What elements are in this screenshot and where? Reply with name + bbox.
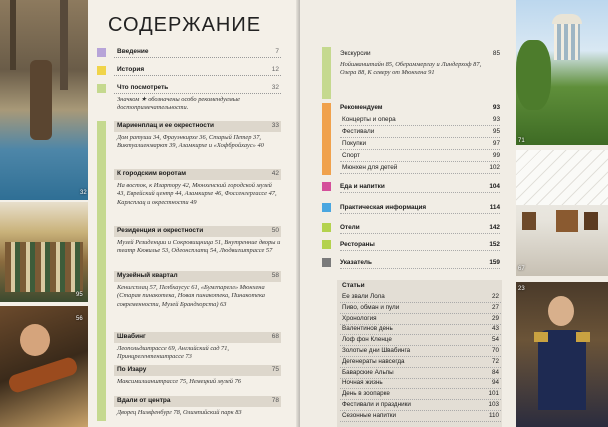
toc-intro[interactable]: Введение 7 xyxy=(97,47,281,59)
article-item[interactable]: Валентинов день 43 xyxy=(340,325,501,335)
photo-number: 71 xyxy=(518,138,525,144)
photo-town-hall xyxy=(0,0,88,200)
toc-recommend-item[interactable]: Фестивали 95 xyxy=(340,128,500,138)
photo-monopteros xyxy=(516,0,608,145)
toc-museum-quarter[interactable]: Музейный квартал 58 Кенигсплац 57, Пелбхаусус 61, «Бумгпарелл» Мюнхена (Старая пинакотека, Новая пинакотека, Пинакотека современности, Музей Брандхорста) 63 xyxy=(97,271,281,323)
article-item[interactable]: День в зоопарке 101 xyxy=(340,390,501,400)
photo-violinist xyxy=(0,306,88,427)
photo-oktoberfest xyxy=(0,202,88,302)
toc-recommend-item[interactable]: Покупки 97 xyxy=(340,140,500,150)
swatch-practical xyxy=(322,203,331,212)
photo-number: 95 xyxy=(76,292,83,298)
article-item[interactable]: Лоф фон Кленце 54 xyxy=(340,336,501,346)
color-swatch xyxy=(97,66,106,75)
toc-food[interactable]: Еда и напитки 104 xyxy=(340,183,500,193)
toc-recommend-item[interactable]: Спорт 99 xyxy=(340,152,500,162)
article-item[interactable]: Дегенераты навсегда 72 xyxy=(340,358,501,368)
article-item[interactable]: Ночная жизнь 94 xyxy=(340,379,501,389)
excursions-band xyxy=(322,47,331,99)
toc-excursions[interactable]: Экскурсии 85 xyxy=(340,50,500,57)
photo-number: 32 xyxy=(80,190,87,196)
swatch-index xyxy=(322,258,331,267)
section-band xyxy=(97,121,106,421)
toc-recommend[interactable]: Рекомендуем 93 xyxy=(340,104,500,111)
swatch-hotels xyxy=(322,223,331,232)
toc-recommend-item[interactable]: Концерты и опера 93 xyxy=(340,116,500,126)
photo-number: 23 xyxy=(518,286,525,292)
article-item[interactable]: Сезонные напитки 110 xyxy=(340,412,501,422)
photo-king-portrait xyxy=(516,282,608,427)
page-title: СОДЕРЖАНИЕ xyxy=(108,14,262,36)
toc-history[interactable]: История 12 xyxy=(97,65,281,77)
toc-marienplatz[interactable]: Мариенплац и ее окрестности 33 Дом ратуши 34, Фрауэнкирхе 36, Старый Петер 37, Виктуалиенмаркт 39, Азамкирхе и «Хофбройхаус» 40 xyxy=(97,121,281,165)
toc-restaurants[interactable]: Рестораны 152 xyxy=(340,241,500,251)
article-item[interactable]: Золотые дни Швабинга 70 xyxy=(340,347,501,357)
article-item[interactable]: Хронология 29 xyxy=(340,315,501,325)
toc-city-gates[interactable]: К городским воротам 42 На восток, к Изартору 42, Мюнхенский городской музей 43, Еврейский центр 44, Азамкирхе 46, Фоссенгергассе 47, Карлсплац и окрестности 49 xyxy=(97,169,281,221)
toc-outskirts[interactable]: Вдали от центра 78 Дворец Нимфенбург 78, Олимпийский парк 83 xyxy=(97,396,281,418)
article-item[interactable]: Ее звали Лола 22 xyxy=(340,293,501,303)
photo-number: 56 xyxy=(76,316,83,322)
left-page xyxy=(0,0,300,427)
article-item[interactable]: Баварские Альпы 84 xyxy=(340,369,501,379)
swatch-recommend xyxy=(322,103,331,175)
article-item[interactable]: Фестивали и праздники 103 xyxy=(340,401,501,411)
article-item[interactable]: Пиво, обман и пули 27 xyxy=(340,304,501,314)
articles-heading: Статьи xyxy=(342,282,365,289)
toc-index[interactable]: Указатель 159 xyxy=(340,259,500,269)
toc-residenz[interactable]: Резиденция и окрестности 50 Музей Резиденции и Сокровищница 51, Внутренние дворы и театр Кювилье 53, Одеонсплатц 54, Людвигштрассе 57 xyxy=(97,226,281,268)
toc-sights[interactable]: Что посмотреть 32 Значком ★ обозначены особо рекомендуемые достопримечательности. xyxy=(97,83,281,115)
toc-hotels[interactable]: Отели 142 xyxy=(340,224,500,234)
swatch-food xyxy=(322,182,331,191)
photo-number: 67 xyxy=(518,266,525,272)
excursions-desc: Нойшванштайн 85, Обераммергау и Линдерхоф 87, Озера 88, К северу от Мюнхена 91 xyxy=(340,61,482,77)
photo-gallery xyxy=(516,150,608,276)
toc-practical[interactable]: Практическая информация 114 xyxy=(340,204,500,214)
toc-recommend-item[interactable]: Мюнхен для детей 102 xyxy=(340,164,500,174)
color-swatch xyxy=(97,48,106,57)
color-swatch xyxy=(97,84,106,93)
swatch-restaurants xyxy=(322,240,331,249)
toc-isar[interactable]: По Изару 75 Максимилианштрассе 75, Немецкий музей 76 xyxy=(97,365,281,387)
toc-schwabing[interactable]: Швабинг 68 Леопольдштрассе 69, Английский сад 71, Принцрегентенштрассе 73 xyxy=(97,332,281,362)
